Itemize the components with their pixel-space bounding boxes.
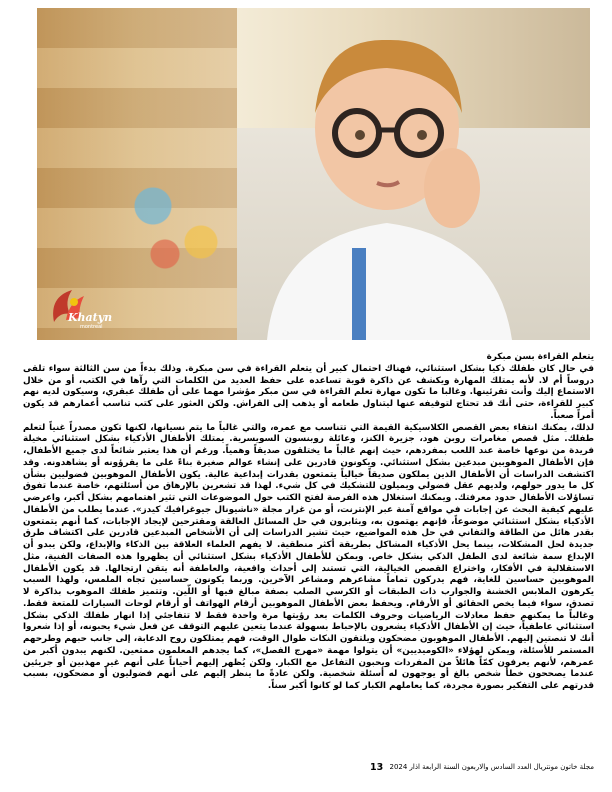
page-number: 13 bbox=[370, 762, 384, 773]
article-paragraph-1: في حال كان طفلك ذكيا بشكل استثنائي، فهناك احتمال كبير أن يتعلم القراءة في سن مبكرة. وذلك بدءاً من سن الثالثة سواء تلقى دروساً أم لا. لأنه يمتلك المهارة ويكشف عن ذاكرة قوية تساعده على حفظ العديد من الكلمات التي رآها في الكتب، أو من خلال الاستماع إليك وأنت تقرئينها. وغالبا ما تكون مهارة تعلم القراءة في سن مبكر مؤشرا مهما على أن طفلك عبقري، وسيكون لديه نهم كبير للقراءة، حتى أنك قد تحتاج لتوقيفه عنها ليتناول طعامه أو يذهب إلى الفراش. ولكن العثور على كتب تناسب أعمارهم قد يكون أمراً صعباً. bbox=[23, 363, 594, 421]
khatyn-logo-icon bbox=[44, 282, 114, 336]
child-thinking-photo bbox=[37, 8, 590, 340]
page-footer bbox=[23, 762, 594, 776]
background-toys bbox=[117, 158, 237, 278]
article-body bbox=[23, 352, 594, 762]
child-illustration bbox=[237, 18, 517, 340]
logo-text: Khatyn bbox=[68, 311, 113, 324]
logo-subtext: montreal bbox=[80, 324, 103, 330]
article-title: يتعلم القراءة بسن مبكرة bbox=[486, 352, 594, 362]
magazine-issue-line: مجلة خاتون مونتريال العدد السادس والاربعون السنة الرابعة اذار 2024 bbox=[389, 763, 594, 771]
article-paragraph-2: لذلك، يمكنك انتقاء بعض القصص الكلاسيكية القيمة التي تتناسب مع عمره، والتي غالباً ما يتم نسيانها، لكنها تكون مصدراً غنياً لتعلم طفلك. مثل قصص مغامرات روبن هود، جزيرة الكنز، وعائلة روبنسون السويسرية. يمتلك الأطفال الأذكياء بشكل استثنائي مخيلة فريدة من نوعها خاصة عند اللعب بمفردهم، حيث إنهم غالباً ما يختلقون صديقاً وهمياً. ورغم أن هذا يعتبر شائعاً لدى جميع الأطفال، فإن الأطفال الموهوبين مبدعين بشكل استثنائي. ويكونون قادرين على إنشاء عوالم صغيرة بناءً على ما يقرؤونه أو يشاهدونه. وقد اكتشفت الدراسات أن الأطفال الذين يملكون صديقاً خيالياً يتمتعون بقدرات إبداعية عالية. يكون الأطفال الموهوبين فضوليين بشأن كل ما يدور حولهم، ولديهم عقل فضولي ويميلون للتشكيك في كل شيء. لهذا قد تشعرين بالإرهاق من أسئلتهم، خاصة عندما تفوق تساؤلات الأطفال حدود معرفتك. ويمكنك استغلال هذه الفرصة لفتح الكتب حول الموضوعات التي تثير اهتمامهم بشكل أكبر، واعرضي عليهم كيفية البحث عن إجابات في مواقع آمنة عبر الإنترنت، أو من غرار مجلة «ناشيونال جيوغرافيك كيدز». عندما يطلب من الأطفال الأذكياء بشكل استثنائي موضوعاً، فإنهم يهتمون به، ويثابرون في حل المسائل العالقة ومقترحين لإيجاد الإجابات، كما أنهم يتمتعون بقدر هائل من الطاقة والتفاني في حل هذه المواضيع، حيث تشير الدراسات إلى أن الأشخاص المبدعين قادرين على اكتشاف طرق جديدة لحل المشكلات، بينما يحل الأذكياء المشاكل بطريقة أكثر منطقية. لا يفهم العلماء العلاقة بين الذكاء والإبداع، ولكن يبدو أن الإبداع سمة شائعة لدى الطفل الذكي بشكل خاص. ويمكن للأطفال الأذكياء بشكل استثنائي أن يظهروا هذه الصفات الفنية، مثل الاستقلالية في الأفكار، واختراع القصص الخيالية، التي تستند إلى أحداث واقعية، والعاطفة أنه يتقن ارتجالها. قد يكون الأطفال الموهوبين حساسين للغاية، فهم يدركون تماماً مشاعرهم ومشاعر الآخرين. وربما يكونون حساسين تجاه الملمس، ولهذا السبب يكرهون الملابس الخشنة والجوارب ذات الطبقات أو الكرسي الصلب بصفة مبالغ فيها أو اللّين. وتتميز طفلك الموهوب بذاكرة لا تصدق، سواء فيما يخص الحقائق أو الأرقام. ويحفظ بعض الأطفال الموهوبين أرقام الهواتف أو أرقام لوحات السيارات للمتعة فقط. وغالباً ما يمكنهم حفظ معادلات الرياضيات وحروف الكلمات بعد رؤيتها مرة واحدة فقط لا تتفاجئي إذا انهار طفلك الذكي بشكل استثنائي عاطفياً، حيث إن الأطفال الأذكياء يشعرون بالإحباط بسهولة عندما يتعين عليهم التوقف عن فعل شيء يحبونه، أو إذا شعروا أنك لا تنصتين إليهم. الأطفال الموهوبون مضحكون ويلتقون النكات طوال الوقت، فهم يمتلكون روح الدعابة، إلى جانب حبهم وطرحهم المستمر للأسئلة، ويمكن لهؤلاء «الكوميديين» أن يتولوا مهمة «مهرج الفصل»، كما يجدهم المعلمون ممتعين. لكنهم يبدون أكبر من عمرهم، لأنهم يعرفون كمّاً هائلاً من المفردات ويحبون التفاعل مع الكبار. ولكن يُظهر إليهم أحياناً على أنهم غير مهذبين أو جريئين عندما يصححون خطأ شخص بالغ أو يوجهون له أسئلة شخصية. ولكن عادةً ما ينظر إليهم على أنهم فضوليون أو مضحكون، بسبب قدرتهم على التفكير بصورة مجردة، كما يعاملهم الكبار كما لو كانوا أكبر سناً. bbox=[23, 422, 594, 691]
